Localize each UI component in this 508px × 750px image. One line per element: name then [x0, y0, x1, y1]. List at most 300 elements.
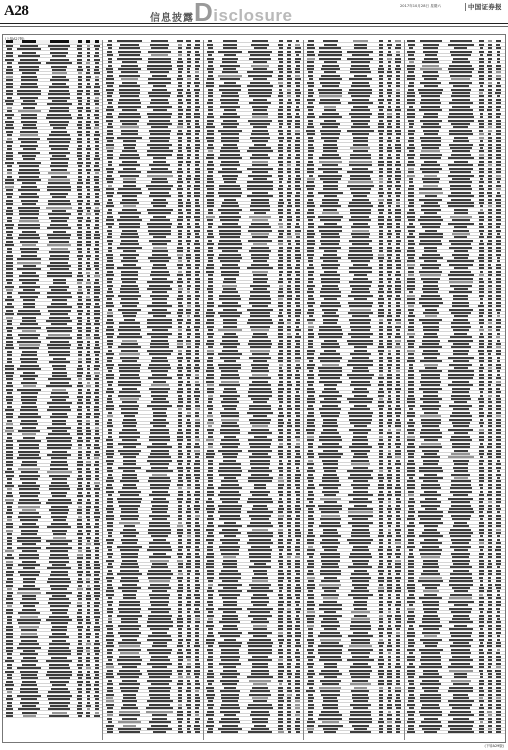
- table-cell-text: [147, 625, 173, 627]
- table-cell-text: [7, 705, 12, 707]
- table-cell-text: [119, 604, 140, 606]
- table-cell-text: [121, 271, 139, 273]
- table-cell-text: [207, 78, 214, 80]
- table-cell-text: [107, 398, 112, 400]
- table-cell-text: [194, 673, 200, 675]
- table-cell-text: [87, 227, 91, 229]
- table-cell-text: [287, 61, 291, 63]
- table-cell-text: [86, 495, 91, 497]
- table-cell-text: [95, 485, 99, 487]
- table-cell-text: [186, 353, 191, 355]
- table-cell-text: [51, 461, 67, 463]
- table-cell-text: [87, 114, 90, 116]
- table-cell-text: [152, 291, 168, 293]
- table-cell-text: [78, 268, 82, 270]
- table-cell-text: [219, 85, 242, 87]
- table-cell-text: [7, 138, 12, 140]
- table-cell-text: [18, 468, 41, 470]
- table-cell-text: [78, 702, 82, 704]
- table-cell-text: [106, 219, 114, 221]
- table-cell-text: [6, 241, 13, 243]
- table-cell-text: [49, 647, 69, 649]
- table-cell-text: [178, 326, 182, 328]
- table-cell-text: [178, 68, 183, 70]
- table-cell-text: [86, 629, 90, 631]
- table-cell-text: [123, 178, 136, 180]
- table-cell-text: [7, 533, 11, 535]
- table-cell-text: [86, 688, 90, 690]
- table-cell-text: [178, 704, 182, 706]
- table-cell-text: [187, 505, 190, 507]
- table-cell-text: [120, 532, 139, 534]
- table-cell-text: [94, 368, 99, 370]
- table-cell-text: [5, 485, 13, 487]
- table-cell-text: [107, 463, 114, 465]
- table-cell-text: [78, 358, 82, 360]
- table-cell-text: [187, 673, 190, 675]
- table-cell-text: [95, 523, 99, 525]
- table-cell-text: [95, 79, 99, 81]
- table-cell-text: [178, 243, 182, 245]
- table-cell-text: [6, 475, 14, 477]
- table-cell-text: [121, 539, 139, 541]
- table-cell-text: [178, 477, 182, 479]
- table-cell-text: [194, 395, 200, 397]
- table-cell-text: [178, 333, 182, 335]
- table-cell-text: [178, 377, 183, 379]
- table-cell-text: [151, 683, 169, 685]
- table-cell-text: [46, 62, 72, 64]
- table-cell-text: [151, 370, 168, 372]
- table-cell-text: [52, 564, 66, 566]
- table-cell-text: [95, 698, 99, 700]
- table-cell-text: [94, 186, 99, 188]
- table-cell-text: [121, 621, 138, 623]
- table-cell-text: [152, 178, 168, 180]
- table-cell-text: [195, 130, 200, 132]
- table-cell-text: [94, 413, 100, 415]
- table-cell-text: [7, 361, 12, 363]
- table-cell-text: [123, 264, 137, 266]
- table-cell-text: [6, 523, 12, 525]
- table-cell-text: [146, 707, 173, 709]
- table-cell-text: [278, 95, 282, 97]
- table-cell-text: [195, 405, 200, 407]
- table-cell-text: [195, 628, 199, 630]
- table-cell-text: [194, 474, 200, 476]
- table-cell-text: [78, 660, 82, 662]
- table-cell-text: [49, 509, 69, 511]
- table-cell-text: [51, 657, 67, 659]
- table-cell-text: [118, 309, 141, 311]
- table-cell-text: [78, 121, 82, 123]
- table-cell-text: [6, 444, 13, 446]
- table-cell-text: [117, 192, 142, 194]
- table-cell-text: [177, 625, 182, 627]
- table-cell-text: [94, 134, 100, 136]
- table-cell-text: [77, 519, 82, 521]
- table-cell-text: [106, 223, 114, 225]
- table-cell-text: [178, 384, 182, 386]
- table-cell-text: [95, 478, 99, 480]
- table-cell-text: [121, 278, 138, 280]
- table-cell-text: [187, 144, 190, 146]
- table-cell-text: [120, 302, 139, 304]
- table-cell-text: [6, 413, 12, 415]
- table-cell-text: [94, 59, 99, 61]
- table-cell-text: [122, 61, 137, 63]
- table-cell-text: [151, 611, 169, 613]
- table-cell-text: [107, 126, 113, 128]
- table-cell-text: [120, 515, 139, 517]
- table-cell-text: [187, 542, 191, 544]
- table-cell-text: [187, 456, 191, 458]
- table-cell-text: [6, 317, 12, 319]
- table-cell-text: [95, 633, 99, 635]
- table-cell-text: [187, 484, 191, 486]
- table-cell-text: [178, 336, 182, 338]
- table-cell-text: [149, 690, 170, 692]
- table-cell-text: [120, 202, 139, 204]
- table-cell-text: [95, 636, 99, 638]
- table-cell-text: [186, 676, 191, 678]
- table-cell-text: [121, 78, 139, 80]
- table-cell-text: [49, 241, 69, 243]
- table-cell-text: [194, 505, 200, 507]
- table-cell-text: [187, 295, 191, 297]
- table-cell-text: [94, 100, 99, 102]
- table-cell-text: [151, 395, 168, 397]
- table-cell-text: [48, 653, 71, 655]
- table-cell-text: [46, 437, 72, 439]
- table-cell-text: [106, 663, 113, 665]
- table-cell-text: [95, 251, 100, 253]
- table-cell-text: [120, 236, 138, 238]
- table-cell-text: [178, 542, 182, 544]
- table-cell-text: [187, 302, 191, 304]
- table-cell-text: [122, 209, 137, 211]
- table-cell-text: [7, 323, 12, 325]
- table-cell-text: [107, 690, 114, 692]
- table-cell-text: [86, 647, 90, 649]
- table-cell-text: [187, 199, 190, 201]
- table-cell-text: [147, 405, 172, 407]
- table-cell-text: [21, 660, 38, 662]
- table-cell-text: [78, 677, 82, 679]
- table-cell-text: [107, 467, 112, 469]
- table-cell-text: [195, 680, 199, 682]
- table-cell-text: [187, 628, 191, 630]
- table-cell-text: [107, 54, 112, 56]
- table-cell-text: [86, 399, 90, 401]
- table-cell-text: [77, 674, 83, 676]
- table-row: [103, 731, 202, 734]
- table-cell-text: [7, 492, 11, 494]
- table-cell-text: [94, 399, 99, 401]
- table-cell-text: [187, 102, 191, 104]
- table-cell-text: [7, 619, 13, 621]
- table-cell-text: [77, 708, 82, 710]
- table-cell-text: [47, 103, 72, 105]
- table-cell-text: [86, 86, 90, 88]
- continued-from-note: (上接A27版): [5, 36, 24, 41]
- table-cell-text: [86, 162, 91, 164]
- table-cell-text: [6, 158, 13, 160]
- table-cell-text: [19, 344, 40, 346]
- table-cell-text: [178, 518, 182, 520]
- table-cell-text: [107, 542, 113, 544]
- table-cell-text: [187, 594, 191, 596]
- table-cell-text: [106, 408, 114, 410]
- table-cell-text: [95, 598, 99, 600]
- table-cell-text: [296, 85, 300, 87]
- table-cell-text: [107, 106, 114, 108]
- table-cell-text: [107, 529, 114, 531]
- table-cell-text: [47, 296, 72, 298]
- table-cell-text: [187, 171, 190, 173]
- table-cell-text: [18, 189, 40, 191]
- table-cell-text: [108, 233, 112, 235]
- table-cell-text: [122, 109, 137, 111]
- table-cell-text: [6, 581, 14, 583]
- table-cell-text: [77, 155, 82, 157]
- table-cell-text: [151, 99, 168, 101]
- table-cell-text: [86, 262, 90, 264]
- table-cell-text: [187, 315, 190, 317]
- table-cell-text: [187, 700, 191, 702]
- table-cell-text: [195, 271, 200, 273]
- table-cell-text: [147, 621, 173, 623]
- table-cell-text: [108, 250, 112, 252]
- table-cell-text: [177, 460, 183, 462]
- table-cell-text: [87, 499, 90, 501]
- table-cell-text: [52, 633, 66, 635]
- table-cell-text: [77, 650, 83, 652]
- table-cell-text: [50, 193, 68, 195]
- table-cell-text: [77, 588, 82, 590]
- table-cell-text: [248, 51, 273, 53]
- table-cell-text: [5, 306, 13, 308]
- table-cell-text: [95, 389, 99, 391]
- table-cell-text: [7, 134, 11, 136]
- table-cell-text: [107, 718, 112, 720]
- table-cell-text: [151, 604, 169, 606]
- table-cell-text: [178, 491, 183, 493]
- table-cell-text: [279, 40, 283, 42]
- table-cell-text: [22, 320, 36, 322]
- table-cell-text: [19, 66, 40, 68]
- table-cell-text: [46, 117, 72, 119]
- table-cell-text: [151, 126, 168, 128]
- table-cell-text: [177, 65, 183, 67]
- table-cell-text: [147, 113, 171, 115]
- table-cell-text: [77, 430, 82, 432]
- table-cell-text: [108, 102, 112, 104]
- table-cell-text: [53, 231, 66, 233]
- table-cell-text: [149, 676, 170, 678]
- table-cell-text: [78, 499, 82, 501]
- table-cell-text: [187, 381, 190, 383]
- table-cell-text: [106, 333, 114, 335]
- table-cell-text: [94, 351, 100, 353]
- table-cell-text: [108, 474, 112, 476]
- table-cell-text: [5, 182, 13, 184]
- table-cell-text: [187, 725, 191, 727]
- table-cell-text: [5, 313, 13, 315]
- table-cell-text: [86, 337, 91, 339]
- table-cell-text: [106, 302, 113, 304]
- table-cell-text: [87, 48, 90, 50]
- table-cell-text: [77, 234, 82, 236]
- table-cell-text: [195, 274, 199, 276]
- table-cell-text: [195, 511, 199, 513]
- table-cell-text: [18, 224, 41, 226]
- table-cell-text: [195, 553, 199, 555]
- table-cell-text: [296, 95, 300, 97]
- table-cell-text: [118, 171, 140, 173]
- table-cell-text: [178, 573, 183, 575]
- table-cell-text: [186, 322, 191, 324]
- table-cell-text: [107, 157, 113, 159]
- table-cell-text: [53, 127, 66, 129]
- table-cell-text: [94, 454, 99, 456]
- table-cell-text: [195, 615, 200, 617]
- table-cell-text: [86, 444, 91, 446]
- table-cell-text: [7, 358, 12, 360]
- table-cell-text: [117, 659, 141, 661]
- table-cell-text: [22, 712, 37, 714]
- table-cell-text: [195, 388, 199, 390]
- table-cell-text: [186, 209, 191, 211]
- table-cell-text: [19, 454, 39, 456]
- table-cell-text: [107, 181, 113, 183]
- table-cell-text: [194, 611, 200, 613]
- table-cell-text: [77, 433, 82, 435]
- table-cell-text: [95, 341, 99, 343]
- table-cell-text: [106, 697, 113, 699]
- table-cell-text: [107, 477, 114, 479]
- table-cell-text: [187, 154, 191, 156]
- table-cell-text: [51, 571, 68, 573]
- table-cell-text: [195, 584, 200, 586]
- table-cell-text: [78, 629, 82, 631]
- table-cell-text: [108, 40, 112, 42]
- table-cell-text: [187, 635, 191, 637]
- table-cell-text: [178, 71, 182, 73]
- table-cell-text: [87, 97, 90, 99]
- table-cell-text: [119, 85, 141, 87]
- table-cell-text: [22, 231, 36, 233]
- table-cell-text: [178, 508, 182, 510]
- table-cell-text: [50, 107, 69, 109]
- table-cell-text: [17, 440, 41, 442]
- table-cell-text: [117, 137, 141, 139]
- table-cell-text: [187, 360, 190, 362]
- table-cell-text: [195, 384, 200, 386]
- table-cell-text: [5, 557, 14, 559]
- table-cell-text: [23, 650, 35, 652]
- table-cell-text: [87, 69, 90, 71]
- table-cell-text: [187, 298, 191, 300]
- table-cell-text: [107, 401, 114, 403]
- table-cell-text: [153, 731, 166, 733]
- table-cell-text: [94, 602, 100, 604]
- table-cell-text: [195, 590, 199, 592]
- table-cell-text: [107, 422, 112, 424]
- table-cell-text: [108, 429, 112, 431]
- table-cell-text: [107, 315, 112, 317]
- table-cell-text: [195, 419, 200, 421]
- table-cell-text: [86, 657, 90, 659]
- table-cell-text: [195, 546, 199, 548]
- table-cell-text: [195, 95, 199, 97]
- table-cell-text: [6, 344, 13, 346]
- table-cell-text: [187, 95, 191, 97]
- table-cell-text: [195, 439, 200, 441]
- table-cell-text: [19, 176, 39, 178]
- table-cell-text: [46, 547, 72, 549]
- table-cell-text: [50, 262, 69, 264]
- table-cell-text: [94, 189, 100, 191]
- table-cell-text: [94, 616, 99, 618]
- table-cell-text: [87, 605, 90, 607]
- table-cell-text: [108, 721, 112, 723]
- table-cell-text: [47, 344, 71, 346]
- table-cell-text: [6, 602, 13, 604]
- table-cell-text: [107, 505, 114, 507]
- table-cell-text: [106, 254, 113, 256]
- table-cell-text: [187, 645, 191, 647]
- table-cell-text: [108, 395, 113, 397]
- table-cell-text: [19, 512, 40, 514]
- table-cell-text: [194, 446, 200, 448]
- table-cell-text: [147, 175, 173, 177]
- table-cell-text: [149, 477, 170, 479]
- table-cell-text: [7, 547, 12, 549]
- table-cell-text: [287, 58, 291, 60]
- table-cell-text: [77, 210, 82, 212]
- table-cell-text: [78, 537, 82, 539]
- table-cell-text: [120, 154, 140, 156]
- table-cell-text: [177, 188, 183, 190]
- table-cell-text: [148, 480, 172, 482]
- table-cell-text: [148, 82, 171, 84]
- table-cell-text: [52, 430, 67, 432]
- table-cell-text: [7, 488, 12, 490]
- table-cell-text: [78, 313, 82, 315]
- table-cell-text: [194, 315, 200, 317]
- table-cell-text: [77, 581, 83, 583]
- table-cell-text: [187, 450, 191, 452]
- table-cell-text: [49, 667, 70, 669]
- table-cell-text: [195, 305, 200, 307]
- table-cell-text: [50, 268, 69, 270]
- table-cell-text: [178, 291, 182, 293]
- table-cell-text: [150, 487, 169, 489]
- table-cell-text: [108, 226, 112, 228]
- table-cell-text: [148, 618, 172, 620]
- table-cell-text: [5, 127, 13, 129]
- table-cell-text: [86, 347, 90, 349]
- table-cell-text: [7, 354, 11, 356]
- table-cell-text: [21, 399, 37, 401]
- table-cell-text: [194, 470, 200, 472]
- table-cell-text: [21, 684, 37, 686]
- table-cell-text: [186, 271, 191, 273]
- table-cell-text: [178, 570, 182, 572]
- table-cell-text: [107, 553, 113, 555]
- table-cell-text: [50, 224, 69, 226]
